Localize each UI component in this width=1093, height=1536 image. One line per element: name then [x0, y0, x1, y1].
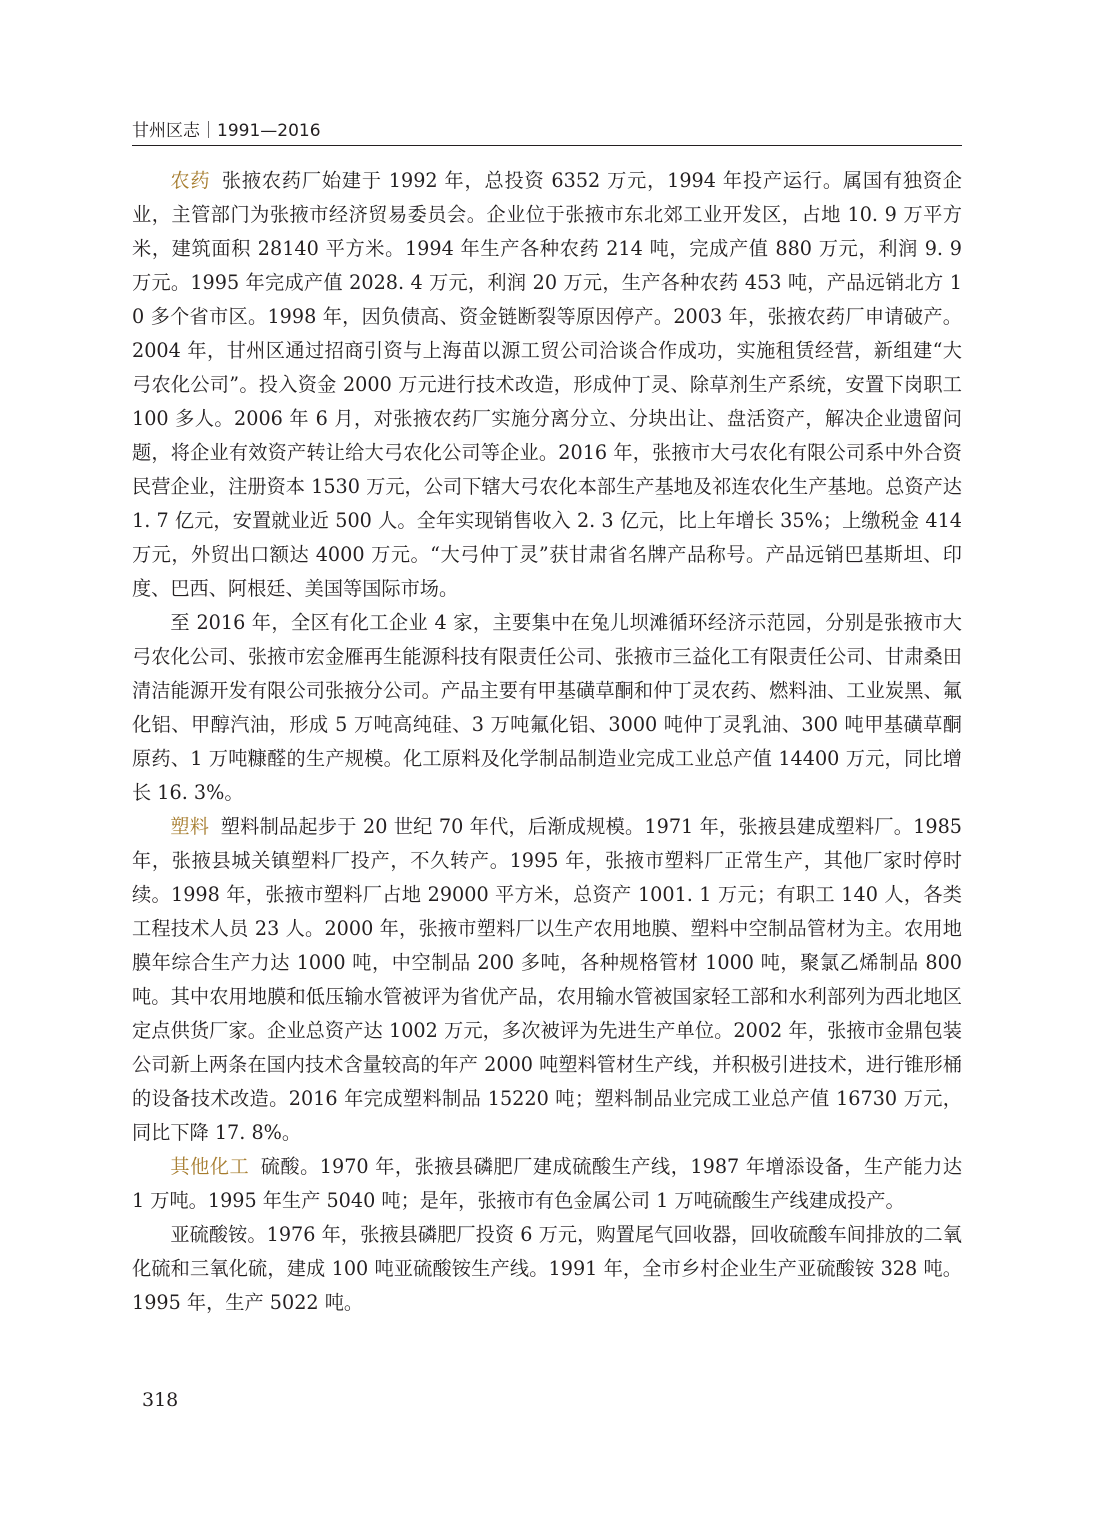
section-term-plastics: 塑料 — [170, 815, 210, 838]
header-rule — [132, 145, 962, 146]
paragraph-text: 至 2016 年，全区有化工企业 4 家，主要集中在兔儿坝滩循环经济示范园，分别是张掖市大弓农化公司、张掖市宏金雁再生能源科技有限责任公司、张掖市三益化工有限责任公司、甘肃桑田清洁能源开发有限公司张掖分公司。产品主要有甲基磺草酮和仲丁灵农药、燃料油、工业炭黑、氟化铝、甲醇汽油，形成 5 万吨高纯硅、3 万吨氟化铝、3000 吨仲丁灵乳油、300 吨甲基磺草酮原药、1 万吨糠醛的生产规模。化工原料及化学制品制造业完成工业总产值 14400 万元，同比增长 16. 3%。 — [132, 611, 962, 804]
paragraph-text: 硫酸。1970 年，张掖县磷肥厂建成硫酸生产线，1987 年增添设备，生产能力达 1 万吨。1995 年生产 5040 吨；是年，张掖市有色金属公司 1 万吨硫酸生产线建成投产。 — [132, 1155, 963, 1212]
paragraph-text: 亚硫酸铵。1976 年，张掖县磷肥厂投资 6 万元，购置尾气回收器，回收硫酸车间排放的二氧化硫和三氧化硫，建成 100 吨亚硫酸铵生产线。1991 年，全市乡村企业生产亚硫酸铵 328 吨。1995 年，生产 5022 吨。 — [132, 1223, 962, 1314]
paragraph-other-chemicals — [132, 1150, 962, 1218]
body-text — [132, 164, 962, 1320]
paragraph-text: 张掖农药厂始建于 1992 年，总投资 6352 万元，1994 年投产运行。属国有独资企业，主管部门为张掖市经济贸易委员会。企业位于张掖市东北郊工业开发区，占地 10. 9 万平方米，建筑面积 28140 平方米。1994 年生产各种农药 214 吨，完成产值 880 万元，利润 9. 9 万元。1995 年完成产值 2028. 4 万元，利润 20 万元，生产各种农药 453 吨，产品远销北方 10 多个省市区。1998 年，因负债高、资金链断裂等原因停产。2003 年，张掖农药厂申请破产。2004 年，甘州区通过招商引资与上海苗以源工贸公司洽谈合作成功，实施租赁经营，新组建“大弓农化公司”。投入资金 2000 万元进行技术改造，形成仲丁灵、除草剂生产系统，安置下岗职工 100 多人。2006 年 6 月，对张掖农药厂实施分离分立、分块出让、盘活资产，解决企业遗留问题，将企业有效资产转让给大弓农化公司等企业。2016 年，张掖市大弓农化有限公司系中外合资民营企业，注册资本 1530 万元，公司下辖大弓农化本部生产基地及祁连农化生产基地。总资产达 1. 7 亿元，安置就业近 500 人。全年实现销售收入 2. 3 亿元，比上年增长 35%；上缴税金 414 万元，外贸出口额达 4000 万元。“大弓仲丁灵”获甘肃省名牌产品称号。产品远销巴基斯坦、印度、巴西、阿根廷、美国等国际市场。 — [132, 169, 962, 600]
section-term-other-chemicals: 其他化工 — [170, 1155, 250, 1178]
section-term-pesticide: 农药 — [170, 169, 211, 192]
paragraph-plastics — [132, 810, 962, 1150]
paragraph-pesticide — [132, 164, 962, 606]
paragraph-text: 塑料制品起步于 20 世纪 70 年代，后渐成规模。1971 年，张掖县建成塑料厂。1985 年，张掖县城关镇塑料厂投产，不久转产。1995 年，张掖市塑料厂正常生产，其他厂家时停时续。1998 年，张掖市塑料厂占地 29000 平方米，总资产 1001. 1 万元；有职工 140 人，各类工程技术人员 23 人。2000 年，张掖市塑料厂以生产农用地膜、塑料中空制品管材为主。农用地膜年综合生产力达 1000 吨，中空制品 200 多吨，各种规格管材 1000 吨，聚氯乙烯制品 800 吨。其中农用地膜和低压输水管被评为省优产品，农用输水管被国家轻工部和水利部列为西北地区定点供货厂家。企业总资产达 1002 万元，多次被评为先进生产单位。2002 年，张掖市金鼎包装公司新上两条在国内技术含量较高的年产 2000 吨塑料管材生产线，并积极引进技术，进行锥形桶的设备技术改造。2016 年完成塑料制品 15220 吨；塑料制品业完成工业总产值 16730 万元，同比下降 17. 8%。 — [132, 815, 962, 1144]
paragraph-chemical-enterprises — [132, 606, 962, 810]
page-number: 318 — [142, 1389, 179, 1411]
running-header: 甘州区志｜1991—2016 — [132, 121, 321, 141]
paragraph-ammonium-sulfite — [132, 1218, 962, 1320]
